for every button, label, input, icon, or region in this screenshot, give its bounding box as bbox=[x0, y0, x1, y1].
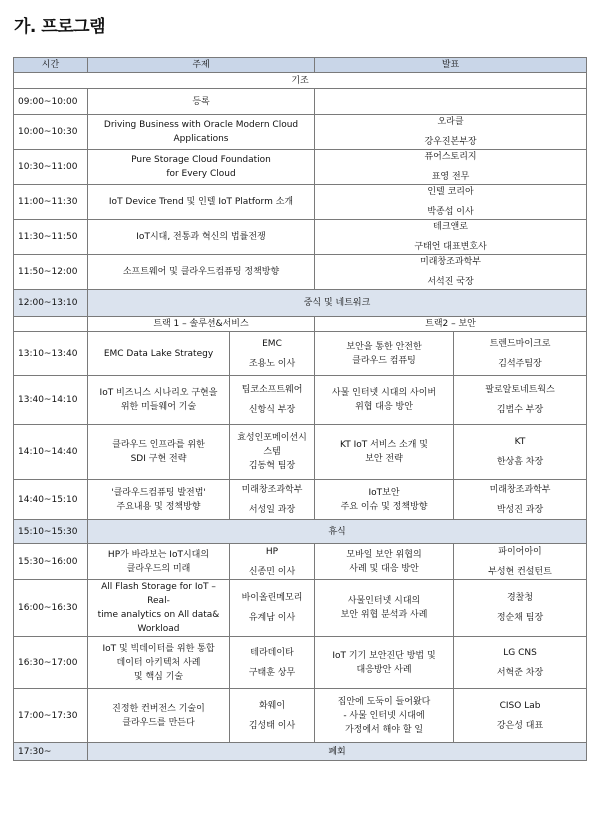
keynote-label: 기조 bbox=[14, 73, 587, 89]
track-session-row bbox=[14, 580, 587, 637]
track2-speaker-line: 파이어아이 bbox=[498, 546, 542, 557]
session-topic-line: 소프트웨어 및 클라우드컴퓨팅 정책방향 bbox=[122, 267, 280, 277]
track2-speaker-line: 미래창조과학부 bbox=[489, 484, 551, 495]
track1-topic-line: 및 핵심 기술 bbox=[133, 671, 184, 682]
track1-topic-line: SDI 구현 전략 bbox=[130, 454, 187, 464]
session-time: 16:00~16:30 bbox=[14, 580, 88, 637]
track1-speaker-line: 구태훈 상무 bbox=[248, 667, 296, 678]
track1-topic bbox=[88, 637, 230, 689]
header-topic: 주제 bbox=[88, 58, 315, 73]
break-row-label: 휴식 bbox=[88, 520, 587, 544]
session-time: 09:00~10:00 bbox=[14, 89, 88, 115]
session-topic-line: Driving Business with Oracle Modern Cloud bbox=[103, 120, 299, 130]
track1-topic bbox=[88, 425, 230, 480]
track2-topic-line: 사물 인터넷 시대의 사이버 bbox=[331, 388, 437, 398]
session-speaker-line: 박종섭 이사 bbox=[427, 207, 474, 217]
track-session-row bbox=[14, 637, 587, 689]
track2-speaker bbox=[454, 580, 587, 637]
track1-header: 트랙 1 – 솔루션&서비스 bbox=[88, 317, 315, 332]
session-speaker-line: 미래창조과학부 bbox=[420, 257, 481, 267]
session-topic-line: Pure Storage Cloud Foundation bbox=[131, 155, 271, 165]
track1-speaker-line: 김동혁 팀장 bbox=[248, 461, 296, 471]
session-speaker bbox=[315, 220, 587, 255]
track2-speaker-line: KT bbox=[514, 437, 526, 447]
track1-speaker-line: 미래창조과학부 bbox=[241, 484, 303, 495]
track2-topic bbox=[315, 637, 454, 689]
session-speaker bbox=[315, 150, 587, 185]
keynote-row bbox=[14, 73, 587, 89]
track1-speaker-line: HP bbox=[265, 546, 279, 557]
track2-topic-line: 보안 위협 분석과 사례 bbox=[340, 610, 428, 620]
track2-topic-line: 보안을 통한 안전한 bbox=[346, 341, 422, 352]
header-speaker: 발표 bbox=[315, 58, 587, 73]
track2-header: 트랙2 – 보안 bbox=[315, 317, 587, 332]
track2-speaker-line: 김범수 부장 bbox=[496, 405, 544, 415]
break-row bbox=[14, 520, 587, 544]
track2-topic bbox=[315, 376, 454, 425]
track1-speaker-line: 팁코소프트웨어 bbox=[241, 385, 303, 395]
track2-topic-line: - 사물 인터넷 시대에 bbox=[343, 710, 425, 721]
session-speaker-line: 구태언 대표변호사 bbox=[414, 242, 487, 252]
track2-topic bbox=[315, 480, 454, 520]
track1-speaker bbox=[230, 332, 315, 376]
track2-topic bbox=[315, 689, 454, 743]
track1-topic-line: 클라우드 인프라를 위한 bbox=[112, 440, 205, 450]
lunch-row-label: 중식 및 네트워크 bbox=[88, 290, 587, 317]
track2-topic-line: 보안 전략 bbox=[365, 454, 403, 464]
session-topic bbox=[88, 115, 315, 150]
track-session-row bbox=[14, 689, 587, 743]
track1-speaker bbox=[230, 544, 315, 580]
keynote-session-row bbox=[14, 220, 587, 255]
session-time: 15:30~16:00 bbox=[14, 544, 88, 580]
track-session-row bbox=[14, 544, 587, 580]
track1-topic-line: All Flash Storage for IoT – Real- bbox=[101, 582, 216, 606]
track1-speaker-line: 화웨이 bbox=[258, 700, 286, 711]
session-time: 17:00~17:30 bbox=[14, 689, 88, 743]
track1-topic bbox=[88, 332, 230, 376]
track2-speaker-line: 정순채 팀장 bbox=[496, 613, 544, 623]
track2-speaker-line: 경찰청 bbox=[506, 593, 534, 603]
session-speaker-line: 퓨어스토리지 bbox=[424, 152, 477, 162]
track2-speaker bbox=[454, 480, 587, 520]
track2-topic-line: 집안에 도둑이 들어왔다 bbox=[337, 696, 431, 707]
track2-topic-line: 대응방안 사례 bbox=[356, 664, 412, 675]
track1-topic-line: 주요내용 및 정책방향 bbox=[116, 501, 201, 512]
session-topic bbox=[88, 150, 315, 185]
track2-speaker-line: 김석주팀장 bbox=[498, 358, 542, 369]
track2-topic-line: 사례 및 대응 방안 bbox=[349, 563, 419, 574]
session-time: 11:00~11:30 bbox=[14, 185, 88, 220]
track1-speaker-line: 테라데이타 bbox=[250, 647, 294, 658]
session-topic-line: Applications bbox=[173, 134, 229, 144]
track2-topic-line: 가정에서 해야 할 일 bbox=[344, 724, 424, 735]
track1-topic-line: Workload bbox=[137, 624, 180, 634]
session-time: 10:30~11:00 bbox=[14, 150, 88, 185]
session-speaker-line: 강우진본부장 bbox=[424, 137, 477, 147]
session-topic bbox=[88, 185, 315, 220]
lunch-row bbox=[14, 290, 587, 317]
closing-row bbox=[14, 743, 587, 761]
track2-topic bbox=[315, 425, 454, 480]
track1-speaker bbox=[230, 480, 315, 520]
track2-speaker-line: LG CNS bbox=[503, 647, 537, 658]
track1-speaker-line: 조용노 이사 bbox=[248, 358, 296, 369]
session-speaker-line: 서석진 국장 bbox=[427, 277, 474, 287]
closing-row-label: 폐회 bbox=[88, 743, 587, 761]
track1-topic-line: EMC Data Lake Strategy bbox=[103, 348, 214, 359]
track1-topic bbox=[88, 544, 230, 580]
track2-topic-line: KT IoT 서비스 소개 및 bbox=[340, 440, 428, 450]
track2-speaker-line: 한상흠 차장 bbox=[496, 457, 544, 467]
track1-speaker bbox=[230, 376, 315, 425]
session-time: 13:40~14:10 bbox=[14, 376, 88, 425]
keynote-session-row bbox=[14, 89, 587, 115]
track2-speaker-line: 서혁준 차장 bbox=[496, 667, 544, 678]
keynote-session-row bbox=[14, 115, 587, 150]
session-time: 13:10~13:40 bbox=[14, 332, 88, 376]
track2-speaker-line: 강은성 대표 bbox=[496, 720, 544, 731]
track-session-row bbox=[14, 425, 587, 480]
closing-row-time: 17:30~ bbox=[14, 743, 88, 761]
track1-topic bbox=[88, 580, 230, 637]
track2-topic-line: 주요 이슈 및 정책방향 bbox=[340, 501, 428, 512]
program-table bbox=[13, 57, 587, 761]
track1-topic-line: IoT 및 빅데이터를 위한 통합 bbox=[102, 643, 215, 654]
session-topic bbox=[88, 255, 315, 290]
session-speaker-line: 인텔 코리아 bbox=[427, 187, 474, 197]
track1-topic-line: IoT 비즈니스 시나리오 구현을 bbox=[99, 388, 218, 398]
track2-topic-line: 위협 대응 방안 bbox=[355, 402, 413, 412]
session-speaker bbox=[315, 89, 587, 115]
track1-speaker bbox=[230, 689, 315, 743]
session-speaker bbox=[315, 255, 587, 290]
session-time: 16:30~17:00 bbox=[14, 637, 88, 689]
track1-speaker-line: 신종민 이사 bbox=[248, 566, 296, 577]
session-time: 11:30~11:50 bbox=[14, 220, 88, 255]
keynote-session-row bbox=[14, 150, 587, 185]
track1-topic-line: 데이터 아키텍처 사례 bbox=[116, 657, 201, 668]
track2-speaker bbox=[454, 376, 587, 425]
track2-speaker-line: 팔로알토네트웍스 bbox=[485, 385, 555, 395]
track1-topic-line: time analytics on All data& bbox=[97, 610, 220, 620]
track2-speaker bbox=[454, 544, 587, 580]
track1-topic bbox=[88, 689, 230, 743]
session-topic-line: 등록 bbox=[192, 96, 210, 107]
session-topic-line: for Every Cloud bbox=[166, 169, 236, 179]
track1-speaker-line: 신항식 부장 bbox=[248, 405, 296, 415]
track2-speaker-line: CISO Lab bbox=[499, 700, 541, 711]
track1-speaker bbox=[230, 580, 315, 637]
track-session-row bbox=[14, 376, 587, 425]
track-session-row bbox=[14, 480, 587, 520]
track-session-row bbox=[14, 332, 587, 376]
track2-speaker-line: 박성진 과장 bbox=[496, 504, 544, 515]
keynote-session-row bbox=[14, 255, 587, 290]
session-speaker-line: 표영 전무 bbox=[431, 172, 470, 182]
session-time: 10:00~10:30 bbox=[14, 115, 88, 150]
track1-speaker-line: 유계남 이사 bbox=[248, 613, 296, 623]
track2-topic bbox=[315, 332, 454, 376]
track2-speaker-line: 부성현 컨설턴트 bbox=[488, 566, 552, 577]
track1-speaker-line: 스템 bbox=[263, 447, 281, 457]
keynote-session-row bbox=[14, 185, 587, 220]
track1-speaker-line: 서성일 과장 bbox=[248, 504, 296, 515]
track1-topic-line: '클라우드컴퓨팅 발전법' bbox=[111, 487, 206, 498]
track1-topic-line: HP가 바라보는 IoT시대의 bbox=[107, 549, 210, 560]
track2-topic-line: 모바일 보안 위협의 bbox=[346, 549, 422, 560]
track2-speaker-line: 트렌드마이크로 bbox=[489, 338, 551, 349]
track2-speaker bbox=[454, 637, 587, 689]
session-topic-line: IoT시대, 전통과 혁신의 법률전쟁 bbox=[136, 232, 266, 242]
header-row bbox=[14, 58, 587, 73]
track1-topic-line: 위한 미들웨어 기술 bbox=[120, 402, 197, 412]
page-heading: 가. 프로그램 bbox=[14, 17, 105, 37]
track2-speaker bbox=[454, 689, 587, 743]
session-time: 14:40~15:10 bbox=[14, 480, 88, 520]
lunch-row-time: 12:00~13:10 bbox=[14, 290, 88, 317]
session-topic bbox=[88, 220, 315, 255]
break-row-time: 15:10~15:30 bbox=[14, 520, 88, 544]
session-speaker bbox=[315, 115, 587, 150]
track2-topic bbox=[315, 580, 454, 637]
session-topic-line: IoT Device Trend 및 인텔 IoT Platform 소개 bbox=[108, 197, 294, 207]
session-topic bbox=[88, 89, 315, 115]
track1-speaker-line: 효성인포메이션시 bbox=[237, 433, 307, 443]
track1-topic-line: 클라우드를 만든다 bbox=[122, 717, 195, 728]
header-time: 시간 bbox=[14, 58, 88, 73]
session-speaker-line: 오라클 bbox=[437, 117, 464, 127]
track2-topic bbox=[315, 544, 454, 580]
session-time: 14:10~14:40 bbox=[14, 425, 88, 480]
track2-topic-line: IoT 기기 보안진단 방법 및 bbox=[332, 650, 436, 661]
track1-speaker bbox=[230, 637, 315, 689]
track2-topic-line: 클라우드 컴퓨팅 bbox=[352, 355, 416, 366]
track1-speaker-line: EMC bbox=[262, 338, 282, 349]
track2-speaker bbox=[454, 332, 587, 376]
session-speaker-line: 테크앤로 bbox=[433, 222, 468, 232]
track2-topic-line: 사물인터넷 시대의 bbox=[347, 596, 421, 606]
track-header-blank bbox=[14, 317, 88, 332]
track1-speaker-line: 바이올린메모리 bbox=[241, 593, 303, 603]
track1-topic-line: 클라우드의 미래 bbox=[126, 563, 191, 574]
track1-topic-line: 진정한 컨버전스 기술이 bbox=[112, 703, 205, 714]
track1-topic bbox=[88, 376, 230, 425]
track1-speaker bbox=[230, 425, 315, 480]
track2-speaker bbox=[454, 425, 587, 480]
session-speaker bbox=[315, 185, 587, 220]
track2-topic-line: IoT보안 bbox=[368, 487, 400, 498]
track1-speaker-line: 김성태 이사 bbox=[248, 720, 296, 731]
track-header-row bbox=[14, 317, 587, 332]
track1-topic bbox=[88, 480, 230, 520]
session-time: 11:50~12:00 bbox=[14, 255, 88, 290]
